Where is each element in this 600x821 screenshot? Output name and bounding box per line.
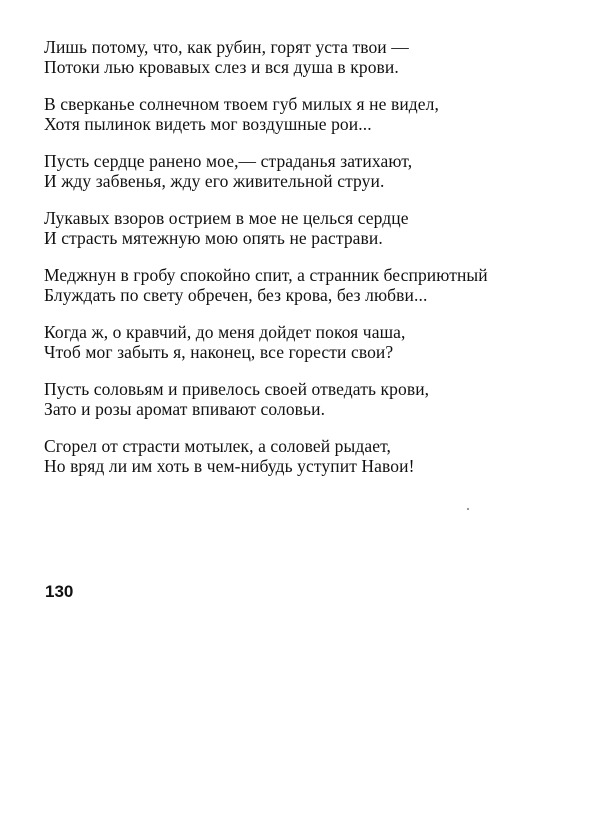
poem-line: Лишь потому, что, как рубин, горят уста твои —	[44, 37, 409, 57]
poem-line: Хотя пылинок видеть мог воздушные рои...	[44, 114, 372, 134]
poem-line: Когда ж, о кравчий, до меня дойдет покоя чаша,	[44, 322, 406, 342]
stanza-1	[44, 37, 564, 77]
poem	[44, 37, 564, 493]
poem-line: Но вряд ли им хоть в чем-нибудь уступит Навои!	[44, 456, 415, 476]
stanza-4	[44, 208, 564, 248]
poem-line: И жду забвенья, жду его живительной струи.	[44, 171, 385, 191]
poem-line: В сверканье солнечном твоем губ милых я не видел,	[44, 94, 439, 114]
stanza-3	[44, 151, 564, 191]
poem-line: Сгорел от страсти мотылек, а соловей рыдает,	[44, 436, 392, 456]
poem-line: Блуждать по свету обречен, без крова, без любви...	[44, 285, 428, 305]
poem-line: Меджнун в гробу спокойно спит, а странник бесприютный	[44, 265, 488, 285]
poem-line: Лукавых взоров острием в мое не целься сердце	[44, 208, 409, 228]
stanza-2	[44, 94, 564, 134]
stanza-6	[44, 322, 564, 362]
poem-line: Потоки лью кровавых слез и вся душа в крови.	[44, 57, 399, 77]
poem-line: И страсть мятежную мою опять не растрави.	[44, 228, 383, 248]
poem-line: Чтоб мог забыть я, наконец, все горести свои?	[44, 342, 394, 362]
stanza-5	[44, 265, 564, 305]
page-number: 130	[45, 582, 74, 601]
print-speck	[467, 508, 469, 510]
stanza-7	[44, 379, 564, 419]
poem-line: Пусть соловьям и привелось своей отведать крови,	[44, 379, 430, 399]
poem-line: Зато и розы аромат впивают соловьи.	[44, 399, 326, 419]
stanza-8	[44, 436, 564, 476]
poem-line: Пусть сердце ранено мое,— страданья затихают,	[44, 151, 413, 171]
